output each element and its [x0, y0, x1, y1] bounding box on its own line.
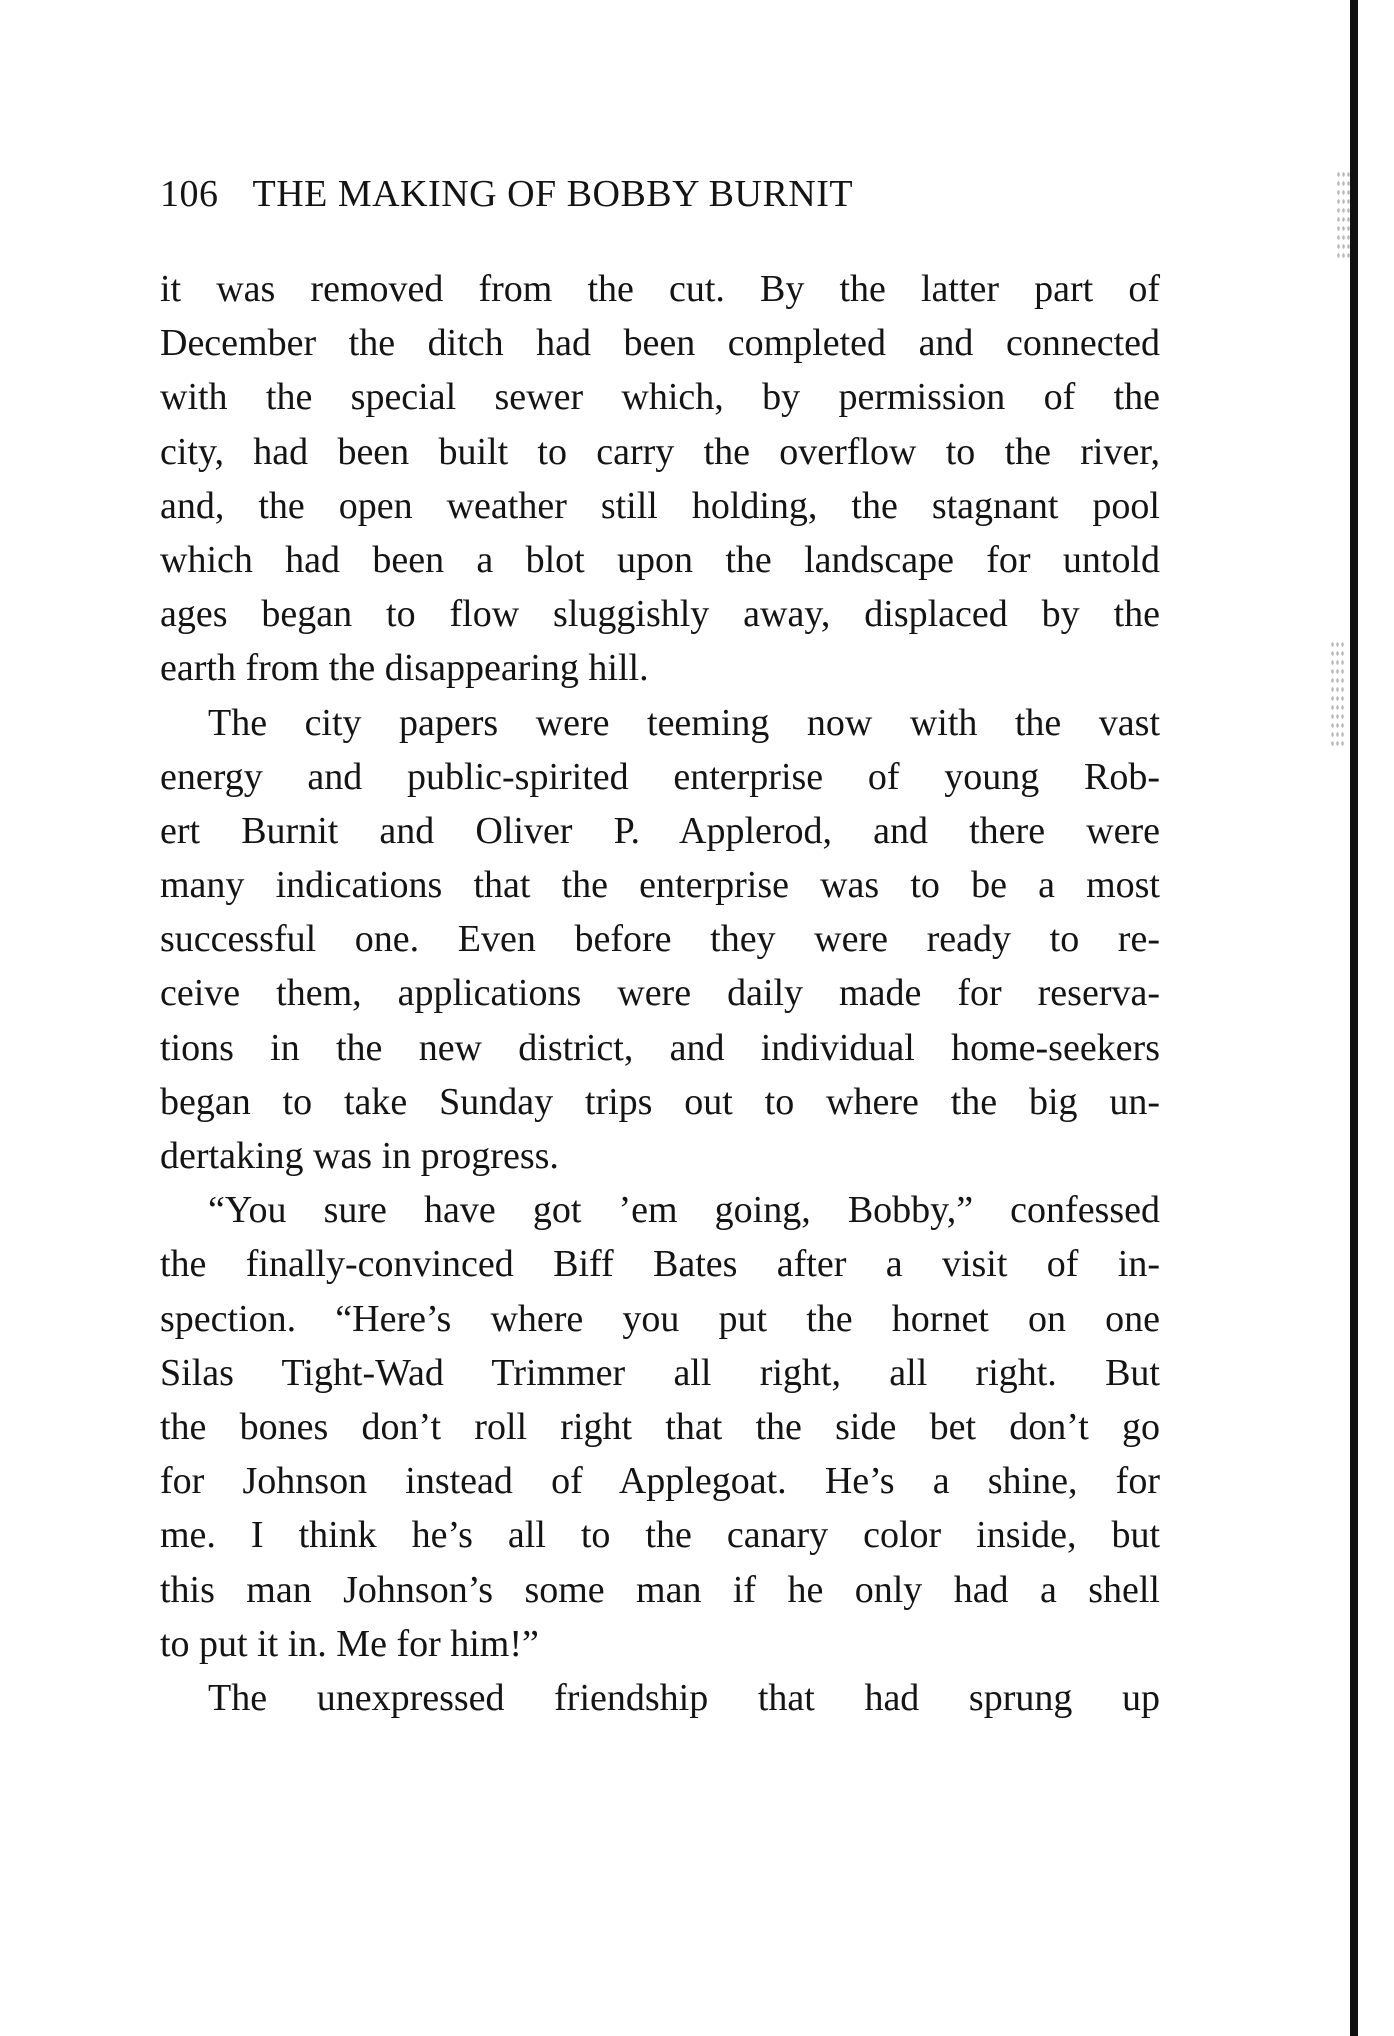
text-line: me. I think he’s all to the canary color inside, but	[160, 1514, 1160, 1557]
text-line: to put it in. Me for him!”	[160, 1622, 539, 1665]
text-line: The unexpressed friendship that had sprung up	[208, 1676, 1160, 1719]
text-line: the finally-convinced Biff Bates after a visit of in-	[160, 1243, 1160, 1286]
body-text	[160, 262, 1160, 1725]
paragraph	[160, 696, 1160, 1184]
text-line: dertaking was in progress.	[160, 1135, 559, 1177]
text-line: for Johnson instead of Applegoat. He’s a shine, for	[160, 1460, 1160, 1503]
text-line: energy and public-spirited enterprise of young Rob-	[160, 755, 1160, 798]
text-line: this man Johnson’s some man if he only had a shell	[160, 1568, 1160, 1611]
page-edge-shadow	[1350, 0, 1358, 2036]
text-line: ert Burnit and Oliver P. Applerod, and there were	[160, 809, 1160, 852]
text-line: ages began to flow sluggishly away, displaced by the	[160, 593, 1160, 636]
text-line: the bones don’t roll right that the side bet don’t go	[160, 1405, 1160, 1448]
text-line: “You sure have got ’em going, Bobby,” confessed	[208, 1189, 1160, 1232]
text-line: The city papers were teeming now with the vast	[208, 701, 1160, 744]
page-number: 106	[160, 173, 219, 215]
text-line: and, the open weather still holding, the stagnant pool	[160, 484, 1160, 527]
paragraph	[160, 1671, 1160, 1725]
paragraph	[160, 1183, 1160, 1671]
text-line: earth from the disappearing hill.	[160, 647, 649, 690]
text-line: with the special sewer which, by permission of the	[160, 376, 1160, 419]
text-line: which had been a blot upon the landscape for untold	[160, 538, 1160, 581]
text-line: December the ditch had been completed and connected	[160, 322, 1160, 365]
paragraph	[160, 262, 1160, 696]
text-line: successful one. Even before they were ready to re-	[160, 918, 1160, 961]
page-edge-speckle	[1330, 640, 1344, 750]
text-line: tions in the new district, and individual home-seekers	[160, 1026, 1160, 1069]
text-line: ceive them, applications were daily made for reserva-	[160, 972, 1160, 1015]
text-line: spection. “Here’s where you put the hornet on one	[160, 1297, 1160, 1340]
text-line: began to take Sunday trips out to where the big un-	[160, 1080, 1160, 1123]
text-line: many indications that the enterprise was to be a most	[160, 864, 1160, 907]
running-head	[160, 170, 1060, 218]
text-line: it was removed from the cut. By the latter part of	[160, 268, 1160, 310]
text-line: Silas Tight-Wad Trimmer all right, all right. But	[160, 1351, 1160, 1394]
book-title: THE MAKING OF BOBBY BURNIT	[252, 173, 854, 215]
text-line: city, had been built to carry the overflow to the river,	[160, 430, 1160, 473]
page-edge-speckle-top	[1336, 170, 1350, 260]
